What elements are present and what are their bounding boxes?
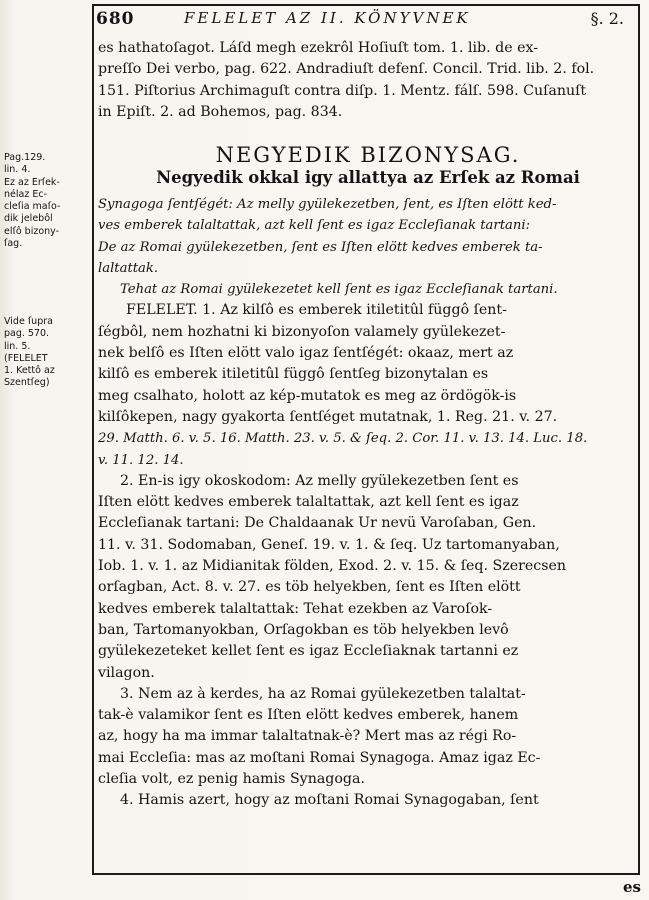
right-frame-rule (638, 4, 640, 874)
text-line: Eccleſianak tartani: De Chaldaanak Ur nevü Varoſaban, Gen. (98, 515, 537, 532)
text-line: kilſô es emberek itiletitûl függô ſentſeg bizonytalan es (98, 366, 489, 383)
margin-line: elſô bizony- (4, 225, 60, 237)
text-line: ves emberek talaltattak, azt kell ſent es igaz Eccleſianak tartani: (98, 218, 531, 234)
text-line: ban, Tartomanyokban, Orſagokban es töb helyekben levô (98, 621, 509, 638)
margin-line: dik jelebôl (4, 213, 53, 225)
text-line: preſſo Dei verbo, pag. 622. Andradiuſt defenſ. Concil. Trid. lib. 2. fol. (98, 61, 595, 78)
left-frame-rule (92, 4, 94, 874)
section-heading: NEGYEDIK BIZONYSAG. (215, 143, 521, 167)
text-line: es hathatoſagot. Láſd megh ezekrôl Hoſiuſt tom. 1. lib. de ex- (98, 40, 539, 56)
page-number: 680 (96, 9, 135, 29)
margin-line: Vide ſupra (4, 316, 53, 327)
text-line: De az Romai gyülekezetben, ſent es Iſten elött kedves emberek ta- (98, 239, 543, 255)
top-paragraph (98, 38, 638, 123)
margin-line: lin. 4. (4, 164, 31, 176)
text-line: tak-è valamikor ſent es Iſten elött kedves emberek, hanem (98, 707, 519, 724)
margin-line: Pag.129. (4, 152, 46, 163)
margin-line: (FELELET (4, 352, 48, 364)
running-title: FELELET AZ II. KÖNYVNEK (184, 9, 471, 27)
text-line: gyülekezeteket kellet ſent es igaz Eccleſiaknak tartanni ez (98, 643, 519, 660)
text-line: vilagon. (98, 664, 155, 681)
text-line: 4. Hamis azert, hogy az moſtani Romai Synagogaban, ſent (120, 792, 539, 809)
margin-line: nélaz Ec- (4, 188, 47, 200)
text-line: ſégbôl, nem hozhatni ki bizonyoſon valamely gyülekezet- (98, 323, 506, 340)
running-header (92, 6, 638, 32)
text-line: az, hogy ha ma immar talaltatnak-è? Mert mas az régi Ro- (98, 728, 517, 745)
catchword: es (623, 878, 641, 896)
main-text (98, 194, 638, 812)
margin-note-2 (4, 316, 90, 390)
text-line: kedves emberek talaltattak: Tehat ezekben az Varoſok- (98, 600, 493, 617)
margin-line: ſag. (4, 238, 23, 250)
text-line: in Epiſt. 2. ad Bohemos, pag. 834. (98, 103, 343, 120)
text-line: 3. Nem az à kerdes, ha az Romai gyülekezetben talaltat- (120, 685, 526, 702)
text-line: 11. v. 31. Sodomaban, Geneſ. 19. v. 1. & ſeq. Uz tartomanyaban, (98, 536, 560, 553)
text-line: nek belſô es Iſten elött valo igaz ſentſégét: okaaz, mert az (98, 345, 514, 362)
margin-line: Ez az Erſek- (4, 176, 60, 188)
text-line: laltattak. (98, 260, 159, 276)
text-line: cleſia volt, ez penig hamis Synagoga. (98, 771, 365, 788)
margin-note-1 (4, 152, 90, 250)
margin-line: pag. 570. (4, 328, 50, 340)
text-line: kilſôkepen, nagy gyakorta ſentſéget mutatnak, 1. Reg. 21. v. 27. (98, 408, 558, 425)
text-line: Iob. 1. v. 1. az Midianitak földen, Exod. 2. v. 15. & ſeq. Szerecsen (98, 558, 567, 575)
text-line: meg csalhato, holott az kép-mutatok es meg az ördögök-is (98, 387, 517, 404)
margin-line: 1. Kettô az (4, 365, 55, 377)
margin-line: Szentſeg) (4, 377, 50, 389)
text-line: orſagban, Act. 8. v. 27. es töb helyekben, ſent es Iſten elött (98, 579, 521, 596)
bottom-rule (92, 873, 640, 875)
text-line: Iſten elött kedves emberek talaltattak, azt kell ſent es igaz (98, 494, 519, 511)
text-line: FELELET. 1. Az kilſô es emberek itiletitûl függô ſent- (126, 302, 507, 319)
margin-line: lin. 5. (4, 340, 31, 352)
text-line: 29. Matth. 6. v. 5. 16. Matth. 23. v. 5. & ſeq. 2. Cor. 11. v. 13. 14. Luc. 18. (98, 431, 588, 447)
text-line: 151. Piſtorius Archimaguſt contra diſp. 1. Mentz. fálſ. 598. Cuſanuſt (98, 82, 587, 99)
section-subheading: Negyedik okkal igy allattya az Erſek az Romai (156, 168, 580, 187)
text-line: mai Eccleſia: mas az moſtani Romai Synagoga. Amaz igaz Ec- (98, 749, 541, 766)
text-line: 2. En-is igy okoskodom: Az melly gyülekezetben ſent es (120, 472, 519, 489)
text-line: Tehat az Romai gyülekezetet kell ſent es igaz Eccleſianak tartani. (120, 282, 558, 298)
section-mark: §. 2. (590, 9, 624, 28)
text-line: v. 11. 12. 14. (98, 452, 184, 468)
text-line: Synagoga ſentſégét: Az melly gyülekezetben, ſent, es Iſten elött ked- (98, 197, 557, 212)
margin-line: cleſia maſo- (4, 201, 61, 213)
